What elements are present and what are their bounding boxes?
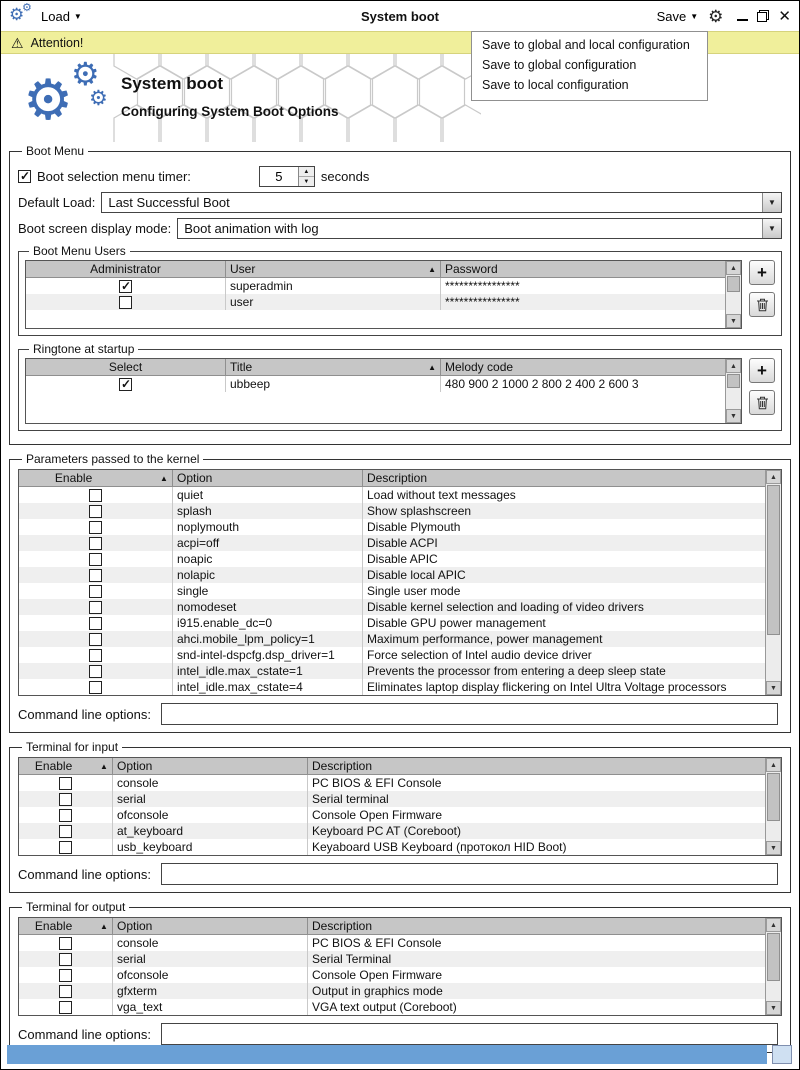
vertical-scrollbar[interactable] — [765, 918, 781, 1015]
table-row[interactable] — [19, 775, 765, 791]
admin-checkbox[interactable] — [119, 280, 132, 293]
terminal-output-cmdline-input[interactable] — [161, 1023, 778, 1045]
display-mode-row — [18, 218, 782, 239]
table-row[interactable] — [19, 791, 765, 807]
titlebar-left — [9, 2, 82, 27]
add-user-button[interactable] — [749, 260, 775, 285]
horizontal-scrollbar-thumb[interactable] — [7, 1045, 767, 1064]
menu-item-save-global-local[interactable]: Save to global and local configuration — [482, 38, 690, 52]
col-enable[interactable]: Enable ▲ — [19, 758, 113, 775]
description-cell: Disable local APIC — [367, 568, 466, 582]
enable-checkbox[interactable] — [89, 633, 102, 646]
window-title: System boot — [360, 8, 439, 24]
chevron-down-icon: ▼ — [690, 11, 699, 21]
col-enable[interactable]: Enable ▲ — [19, 470, 173, 487]
scroll-up-icon[interactable]: ▲ — [766, 758, 781, 772]
option-cell: ofconsole — [113, 807, 308, 823]
table-row[interactable] — [19, 503, 765, 519]
default-load-select[interactable] — [101, 192, 782, 213]
page-title: System boot — [121, 74, 224, 93]
option-cell: intel_idle.max_cstate=1 — [173, 663, 363, 679]
chevron-down-icon[interactable]: ▼ — [762, 219, 781, 238]
user-cell: user — [226, 294, 441, 310]
description-cell: PC BIOS & EFI Console — [312, 776, 442, 790]
option-cell: ahci.mobile_lpm_policy=1 — [173, 631, 363, 647]
enable-checkbox[interactable] — [89, 521, 102, 534]
option-cell: noplymouth — [173, 519, 363, 535]
ringtone-table — [25, 358, 742, 424]
option-cell: serial — [113, 951, 308, 967]
attention-text: Attention! — [30, 35, 84, 50]
hexagon-pattern — [113, 54, 481, 142]
table-row[interactable] — [19, 935, 765, 951]
description-cell: Single user mode — [367, 584, 461, 598]
enable-checkbox[interactable] — [59, 937, 72, 950]
enable-checkbox[interactable] — [89, 601, 102, 614]
users-table — [25, 260, 742, 329]
description-cell: Eliminates laptop display flickering on Intel Ultra Voltage processors — [367, 680, 727, 694]
option-cell: splash — [173, 503, 363, 519]
description-cell: Disable ACPI — [367, 536, 438, 550]
scroll-down-icon[interactable]: ▼ — [766, 841, 781, 855]
enable-checkbox[interactable] — [59, 793, 72, 806]
chevron-down-icon: ▼ — [73, 11, 82, 21]
option-cell: usb_keyboard — [113, 839, 308, 855]
select-checkbox[interactable] — [119, 378, 132, 391]
enable-checkbox[interactable] — [89, 537, 102, 550]
option-cell: acpi=off — [173, 535, 363, 551]
description-cell: Serial terminal — [312, 792, 389, 806]
admin-checkbox[interactable] — [119, 296, 132, 309]
title-cell: ubbeep — [226, 376, 441, 392]
col-option[interactable]: Option — [173, 470, 363, 487]
kernel-params-fieldset — [9, 452, 791, 733]
scroll-up-icon[interactable]: ▲ — [766, 918, 781, 932]
table-row[interactable] — [19, 807, 765, 823]
terminal-input-cmdline-input[interactable] — [161, 863, 778, 885]
plus-icon: + — [757, 361, 767, 380]
terminal-input-fieldset — [9, 740, 791, 893]
description-cell: PC BIOS & EFI Console — [312, 936, 442, 950]
col-password[interactable]: Password — [441, 261, 725, 278]
title-bar — [1, 1, 799, 31]
cmdline-label: Command line options: — [18, 1026, 151, 1042]
scroll-down-icon[interactable]: ▼ — [766, 681, 781, 695]
trash-icon — [756, 298, 769, 312]
enable-checkbox[interactable] — [59, 841, 72, 854]
terminal-output-cmdline-row — [18, 1023, 782, 1045]
table-row[interactable] — [19, 535, 765, 551]
default-load-label: Default Load: — [18, 195, 96, 210]
description-cell: Disable Plymouth — [367, 520, 461, 534]
load-menu-button[interactable] — [41, 9, 82, 24]
enable-checkbox[interactable] — [89, 681, 102, 694]
ringtone-legend: Ringtone at startup — [33, 342, 135, 356]
add-ringtone-button[interactable] — [749, 358, 775, 383]
table-row[interactable] — [19, 631, 765, 647]
col-option[interactable]: Option — [113, 918, 308, 935]
minimize-button[interactable] — [737, 12, 748, 21]
display-mode-label: Boot screen display mode: — [18, 221, 172, 236]
description-cell: Serial Terminal — [312, 952, 392, 966]
table-row[interactable] — [19, 663, 765, 679]
option-cell: console — [113, 775, 308, 791]
enable-checkbox[interactable] — [89, 553, 102, 566]
col-option[interactable]: Option — [113, 758, 308, 775]
option-cell: at_keyboard — [113, 823, 308, 839]
table-row[interactable] — [19, 823, 765, 839]
col-description[interactable]: Description — [308, 758, 765, 775]
ringtone-fieldset — [18, 342, 782, 431]
sort-asc-icon: ▲ — [428, 264, 436, 274]
table-row[interactable] — [19, 487, 765, 503]
option-cell: console — [113, 935, 308, 951]
table-row[interactable] — [19, 615, 765, 631]
restore-button[interactable] — [757, 10, 769, 22]
terminal-input-header — [19, 758, 765, 775]
col-description[interactable]: Description — [308, 918, 765, 935]
settings-gear-icon[interactable]: ⚙ — [708, 6, 724, 26]
vertical-scrollbar[interactable] — [765, 758, 781, 855]
kernel-cmdline-input[interactable] — [161, 703, 778, 725]
description-cell: Disable APIC — [367, 552, 438, 566]
delete-user-button[interactable] — [749, 292, 775, 317]
enable-checkbox[interactable] — [59, 969, 72, 982]
option-cell: nomodeset — [173, 599, 363, 615]
vertical-scrollbar[interactable] — [725, 359, 741, 423]
password-cell: **************** — [445, 279, 520, 293]
description-cell: Console Open Firmware — [312, 808, 443, 822]
vertical-scrollbar[interactable] — [725, 261, 741, 328]
table-row[interactable] — [26, 294, 725, 310]
cmdline-label: Command line options: — [18, 706, 151, 722]
close-button[interactable]: ✕ — [778, 7, 791, 25]
option-cell: intel_idle.max_cstate=4 — [173, 679, 363, 695]
titlebar-right — [657, 8, 791, 25]
description-cell: Force selection of Intel audio device driver — [367, 648, 592, 662]
enable-checkbox[interactable] — [89, 649, 102, 662]
description-cell: Output in graphics mode — [312, 984, 443, 998]
description-cell: Console Open Firmware — [312, 968, 443, 982]
scroll-down-icon[interactable]: ▼ — [726, 409, 741, 423]
scroll-down-icon[interactable]: ▼ — [766, 1001, 781, 1015]
col-administrator[interactable]: Administrator — [26, 261, 226, 278]
kernel-params-legend: Parameters passed to the kernel — [26, 452, 200, 466]
table-row[interactable] — [19, 999, 765, 1015]
enable-checkbox[interactable] — [89, 585, 102, 598]
table-row[interactable] — [26, 376, 725, 392]
table-row[interactable] — [26, 278, 725, 294]
load-label: Load — [41, 8, 70, 24]
option-cell: quiet — [173, 487, 363, 503]
save-label: Save — [656, 8, 687, 24]
menu-item-save-local[interactable]: Save to local configuration — [482, 78, 629, 92]
sort-asc-icon: ▲ — [160, 473, 168, 483]
enable-checkbox[interactable] — [89, 569, 102, 582]
col-select[interactable]: Select — [26, 359, 226, 376]
enable-checkbox[interactable] — [89, 505, 102, 518]
kernel-table-header — [19, 470, 765, 487]
col-user[interactable]: User ▲ — [226, 261, 441, 278]
table-row[interactable] — [19, 647, 765, 663]
description-cell: Keyaboard USB Keyboard (протокол HID Boot) — [312, 840, 567, 854]
table-row[interactable] — [19, 839, 765, 855]
description-cell: Maximum performance, power management — [367, 632, 603, 646]
table-row[interactable] — [19, 967, 765, 983]
table-row[interactable] — [19, 519, 765, 535]
enable-checkbox[interactable] — [59, 1001, 72, 1014]
scroll-up-icon[interactable]: ▲ — [726, 359, 741, 373]
enable-checkbox[interactable] — [59, 985, 72, 998]
terminal-input-table — [18, 757, 782, 856]
display-mode-select[interactable] — [177, 218, 782, 239]
boot-menu-fieldset — [9, 144, 791, 445]
enable-checkbox[interactable] — [59, 777, 72, 790]
scroll-up-icon[interactable]: ▲ — [726, 261, 741, 275]
table-row[interactable] — [19, 983, 765, 999]
timer-row — [18, 166, 782, 187]
timer-spinner — [259, 166, 315, 187]
warning-icon: ⚠ — [11, 34, 24, 51]
plus-icon: + — [757, 263, 767, 282]
timer-checkbox[interactable] — [18, 170, 31, 183]
melody-cell: 480 900 2 1000 2 800 2 400 2 600 3 — [445, 377, 639, 391]
cmdline-label: Command line options: — [18, 866, 151, 882]
trash-icon — [756, 396, 769, 410]
description-cell: Show splashscreen — [367, 504, 472, 518]
table-row[interactable] — [19, 951, 765, 967]
enable-checkbox[interactable] — [89, 617, 102, 630]
option-cell: vga_text — [113, 999, 308, 1015]
ringtone-table-header — [26, 359, 725, 376]
option-cell: snd-intel-dspcfg.dsp_driver=1 — [173, 647, 363, 663]
description-cell: VGA text output (Coreboot) — [312, 1000, 457, 1014]
sort-asc-icon: ▲ — [100, 761, 108, 771]
scroll-up-icon[interactable]: ▲ — [766, 470, 781, 484]
description-cell: Disable GPU power management — [367, 616, 546, 630]
sort-asc-icon: ▲ — [100, 921, 108, 931]
description-cell: Keyboard PC AT (Coreboot) — [312, 824, 461, 838]
enable-checkbox[interactable] — [89, 489, 102, 502]
display-mode-value: Boot animation with log — [184, 221, 319, 236]
menu-item-save-global[interactable]: Save to global configuration — [482, 58, 637, 72]
table-row[interactable] — [19, 567, 765, 583]
table-row[interactable] — [19, 551, 765, 567]
window-controls — [737, 9, 791, 24]
table-row[interactable] — [19, 583, 765, 599]
col-description[interactable]: Description — [363, 470, 765, 487]
enable-checkbox[interactable] — [59, 825, 72, 838]
terminal-output-header — [19, 918, 765, 935]
description-cell: Prevents the processor from entering a deep sleep state — [367, 664, 666, 678]
boot-menu-legend: Boot Menu — [26, 144, 85, 158]
option-cell: nolapic — [173, 567, 363, 583]
description-cell: Load without text messages — [367, 488, 516, 502]
app-logo-gears-icon: ⚙ ⚙ ⚙ — [23, 56, 108, 131]
terminal-input-cmdline-row — [18, 863, 782, 885]
timer-units-label: seconds — [320, 169, 370, 184]
option-cell: gfxterm — [113, 983, 308, 999]
col-melody[interactable]: Melody code — [441, 359, 725, 376]
terminal-output-table — [18, 917, 782, 1016]
terminal-input-legend: Terminal for input — [26, 740, 119, 754]
enable-checkbox[interactable] — [89, 665, 102, 678]
spinner-down-icon[interactable]: ▼ — [299, 177, 314, 186]
default-load-value: Last Successful Boot — [108, 195, 230, 210]
sort-asc-icon: ▲ — [428, 362, 436, 372]
description-cell: Disable kernel selection and loading of video drivers — [367, 600, 644, 614]
delete-ringtone-button[interactable] — [749, 390, 775, 415]
spinner-up-icon[interactable]: ▲ — [299, 167, 314, 177]
enable-checkbox[interactable] — [59, 953, 72, 966]
boot-menu-users-fieldset — [18, 244, 782, 336]
boot-menu-users-legend: Boot Menu Users — [33, 244, 126, 258]
col-title[interactable]: Title ▲ — [226, 359, 441, 376]
option-cell: ofconsole — [113, 967, 308, 983]
option-cell: i915.enable_dc=0 — [173, 615, 363, 631]
table-row[interactable] — [19, 679, 765, 695]
default-load-row — [18, 192, 782, 213]
enable-checkbox[interactable] — [59, 809, 72, 822]
kernel-cmdline-row — [18, 703, 782, 725]
password-cell: **************** — [445, 295, 520, 309]
vertical-scrollbar[interactable] — [765, 470, 781, 695]
user-cell: superadmin — [226, 278, 441, 294]
save-dropdown-menu — [471, 31, 708, 101]
save-menu-button[interactable] — [657, 9, 699, 24]
terminal-output-legend: Terminal for output — [26, 900, 126, 914]
scrollbar-corner — [772, 1045, 792, 1064]
col-enable[interactable]: Enable ▲ — [19, 918, 113, 935]
page-subtitle: Configuring System Boot Options — [121, 104, 339, 119]
chevron-down-icon[interactable]: ▼ — [762, 193, 781, 212]
option-cell: serial — [113, 791, 308, 807]
terminal-output-fieldset — [9, 900, 791, 1053]
scroll-down-icon[interactable]: ▼ — [726, 314, 741, 328]
table-row[interactable] — [19, 599, 765, 615]
users-table-header — [26, 261, 725, 278]
kernel-params-table — [18, 469, 782, 696]
app-gears-icon: ⚙ ⚙ — [9, 2, 32, 24]
timer-label: Boot selection menu timer: — [37, 169, 191, 184]
option-cell: single — [173, 583, 363, 599]
timer-input[interactable] — [260, 167, 298, 186]
option-cell: noapic — [173, 551, 363, 567]
